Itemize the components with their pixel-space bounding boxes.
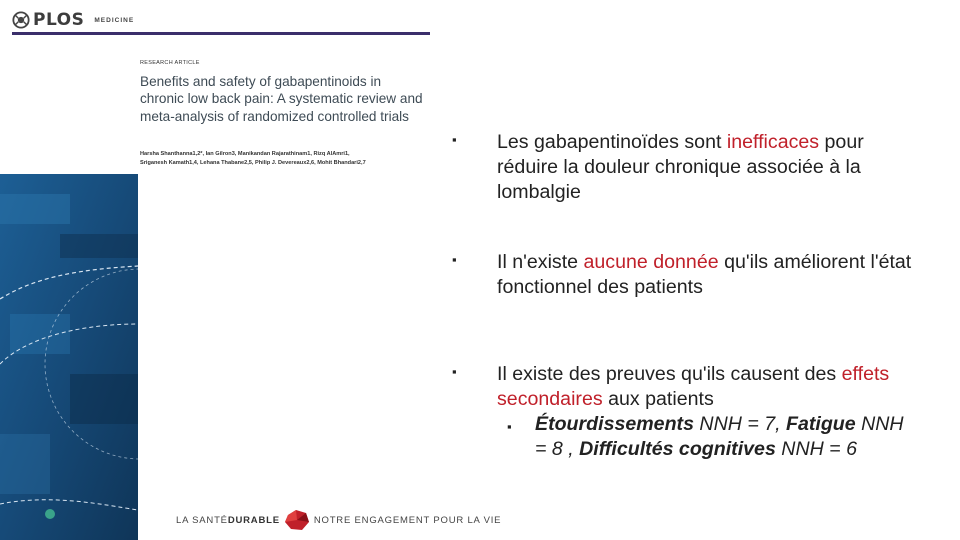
nnh-dizziness: NNH = 7,: [693, 413, 786, 435]
header-rule: [12, 32, 430, 35]
bullet-text-pre: Les gabapentinoïdes sont: [497, 131, 727, 153]
decorative-blue-panel: [0, 174, 138, 540]
bottom-banner: [176, 509, 501, 531]
bullet-text-post: pour réduire la douleur chronique associée à la lombalgie: [497, 131, 864, 203]
bullet-text: [497, 362, 917, 462]
plos-wordmark: PLOS: [33, 10, 85, 30]
article-title: Benefits and safety of gabapentinoids in chronic low back pain: A systematic review and meta-analysis of randomized controlled trials: [140, 74, 423, 124]
article-kicker: RESEARCH ARTICLE: [140, 60, 200, 66]
bullet-marker: ▪: [452, 132, 457, 147]
banner-text-2: DURABLE: [227, 514, 280, 526]
nnh-fatigue: NNH = 8 ,: [535, 413, 904, 460]
sub-bullet: [497, 412, 917, 462]
bullet-text-post: aux patients: [602, 388, 714, 410]
red-gem-logo-icon: [284, 509, 310, 531]
bullet-text-pre: Il existe des preuves qu'ils causent des: [497, 363, 842, 385]
bullet-highlight: aucune donnée: [583, 251, 719, 273]
article-authors: [140, 150, 430, 167]
plos-logo: [12, 10, 134, 30]
banner-text-3: NOTRE ENGAGEMENT POUR LA VIE: [313, 514, 502, 526]
bullet-highlight: effets secondaires: [497, 363, 890, 410]
effect-dizziness: Étourdissements: [535, 413, 694, 435]
effect-cognitive: Difficultés cognitives: [579, 438, 776, 460]
effect-fatigue: Fatigue: [786, 413, 856, 435]
bullet-marker: ▪: [452, 364, 457, 379]
bullet-highlight: inefficaces: [726, 131, 820, 153]
bullet-text-post: qu'ils améliorent l'état fonctionnel des patients: [497, 251, 912, 298]
authors-line-1: Harsha Shanthanna1,2*, Ian Gilron3, Manikandan Rajarathinam1, Rizq AlAmri1,: [140, 151, 350, 157]
banner-text-1: LA SANTÉ: [176, 514, 228, 526]
bullet-text: [497, 130, 917, 205]
plos-journal-name: MEDICINE: [94, 16, 135, 24]
bullet-text: [497, 250, 917, 300]
authors-line-2: Sriganesh Kamath1,4, Lehana Thabane2,5, Philip J. Devereaux2,6, Mohit Bhandari2,7: [140, 159, 366, 166]
bullet-marker: ▪: [452, 252, 457, 267]
plos-emblem-icon: [12, 11, 30, 29]
sub-bullet-marker: ▪: [507, 419, 512, 434]
bullet-text-pre: Il n'existe: [497, 251, 584, 273]
nnh-cognitive: NNH = 6: [775, 438, 857, 460]
